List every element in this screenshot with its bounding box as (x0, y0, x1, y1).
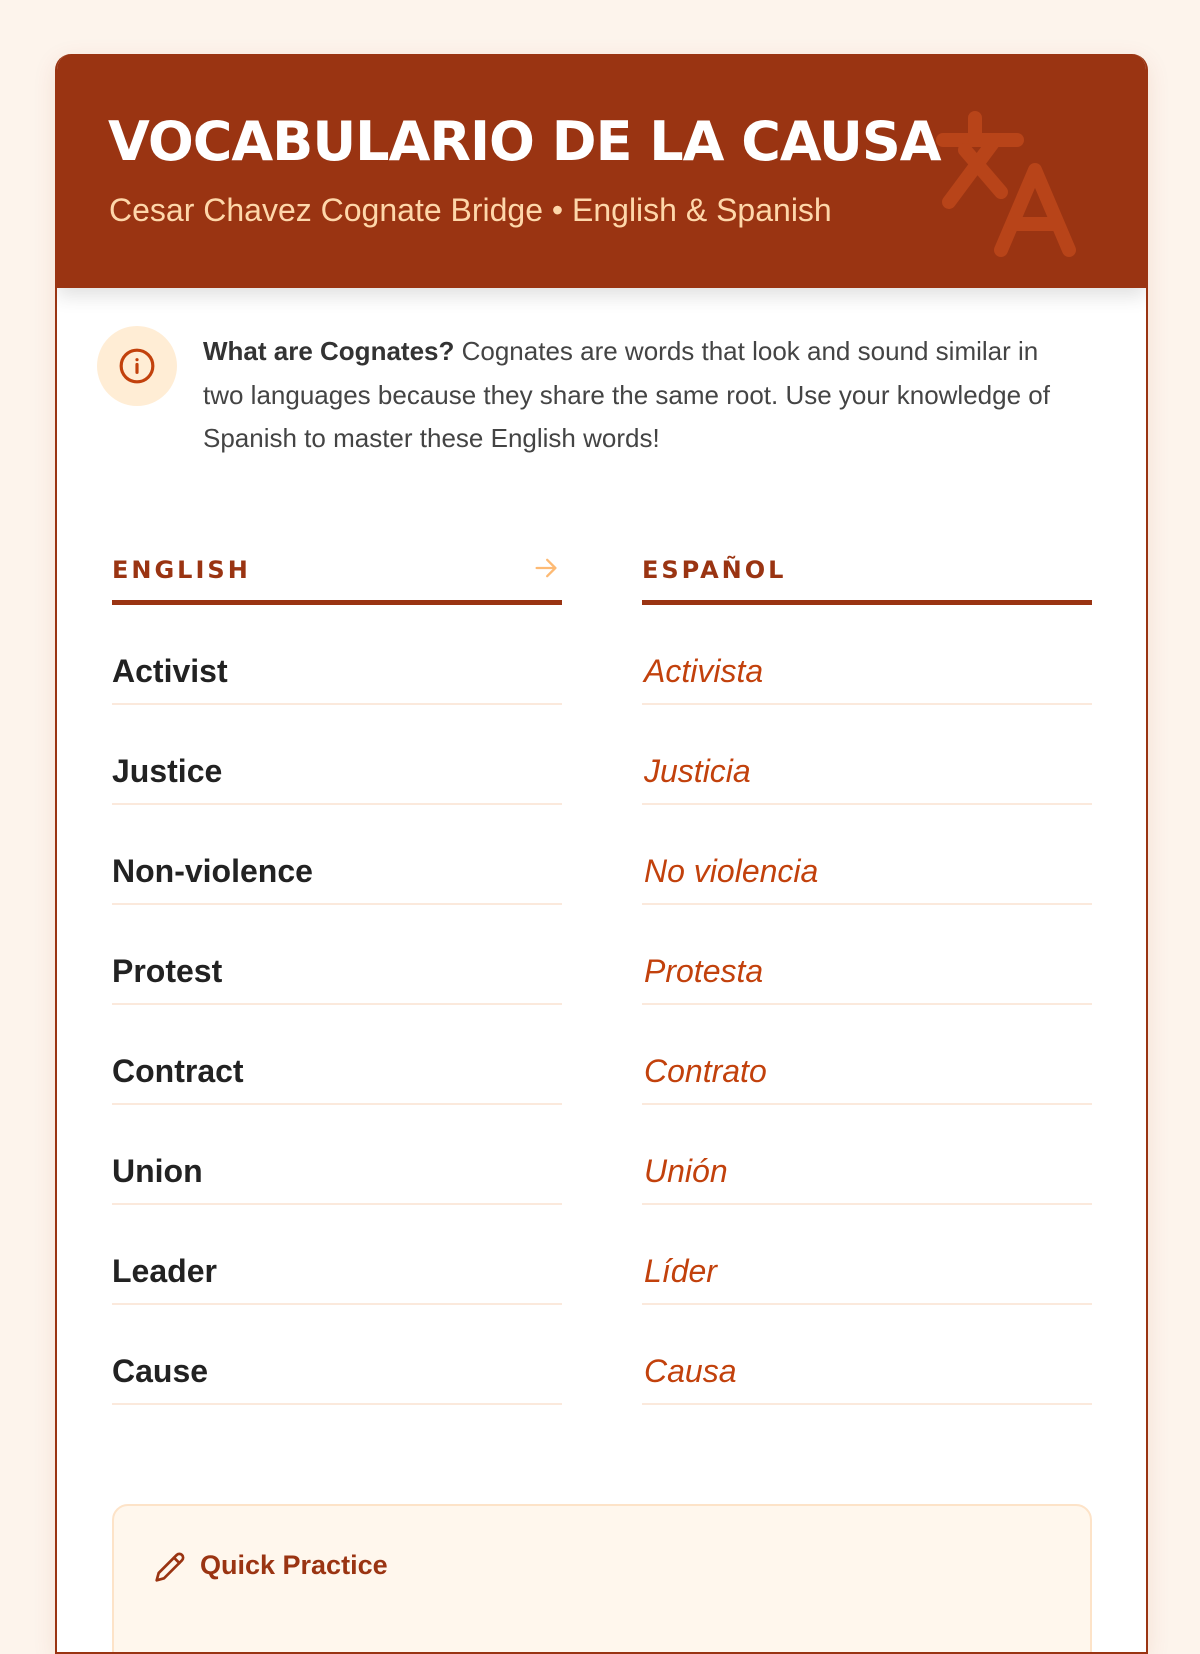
spanish-row (642, 805, 1092, 905)
info-body: Cognates are words that look and sound similar in two languages because they share the same root. Use your knowledge of Spanish to master these English words! (203, 336, 1050, 453)
english-word: Cause (112, 1353, 209, 1389)
pencil-icon (154, 1551, 186, 1583)
spanish-column (642, 542, 1092, 1405)
english-header (112, 542, 562, 605)
english-word: Non-violence (112, 853, 313, 889)
info-lead: What are Cognates? (203, 336, 455, 366)
english-row (112, 605, 562, 705)
spanish-header-label: ESPAÑOL (642, 556, 787, 584)
header (57, 54, 1146, 288)
spanish-word: Unión (644, 1153, 728, 1189)
spanish-word: Justicia (644, 753, 751, 789)
spanish-row (642, 905, 1092, 1005)
english-header-label: ENGLISH (112, 556, 251, 584)
spanish-row (642, 605, 1092, 705)
english-word: Justice (112, 753, 223, 789)
english-word: Protest (112, 953, 223, 989)
spanish-word: No violencia (644, 853, 819, 889)
spanish-row (642, 1005, 1092, 1105)
info-badge (97, 326, 177, 406)
info-icon (118, 347, 156, 385)
spanish-row (642, 1305, 1092, 1405)
english-row (112, 905, 562, 1005)
spanish-word: Causa (644, 1353, 737, 1389)
quick-practice-title: Quick Practice (200, 1550, 388, 1580)
english-row (112, 1005, 562, 1105)
english-word: Activist (112, 653, 228, 689)
spanish-row (642, 705, 1092, 805)
spanish-word: Líder (644, 1253, 717, 1289)
spanish-word: Contrato (644, 1053, 767, 1089)
english-row (112, 805, 562, 905)
vocabulary-card (55, 54, 1148, 1654)
info-text (203, 330, 1083, 461)
page-subtitle: Cesar Chavez Cognate Bridge • English & Spanish (109, 192, 832, 228)
english-row (112, 1305, 562, 1405)
english-word: Union (112, 1153, 203, 1189)
spanish-row (642, 1205, 1092, 1305)
translate-icon (935, 110, 1095, 260)
english-row (112, 705, 562, 805)
english-column (112, 542, 562, 1405)
spanish-header (642, 542, 1092, 605)
arrow-right-icon (532, 554, 560, 582)
spanish-row (642, 1105, 1092, 1205)
quick-practice-box (112, 1504, 1092, 1654)
spanish-word: Activista (644, 653, 764, 689)
english-word: Leader (112, 1253, 217, 1289)
spanish-word: Protesta (644, 953, 764, 989)
english-row (112, 1205, 562, 1305)
english-word: Contract (112, 1053, 244, 1089)
english-row (112, 1105, 562, 1205)
page-title: VOCABULARIO DE LA CAUSA (108, 110, 941, 173)
